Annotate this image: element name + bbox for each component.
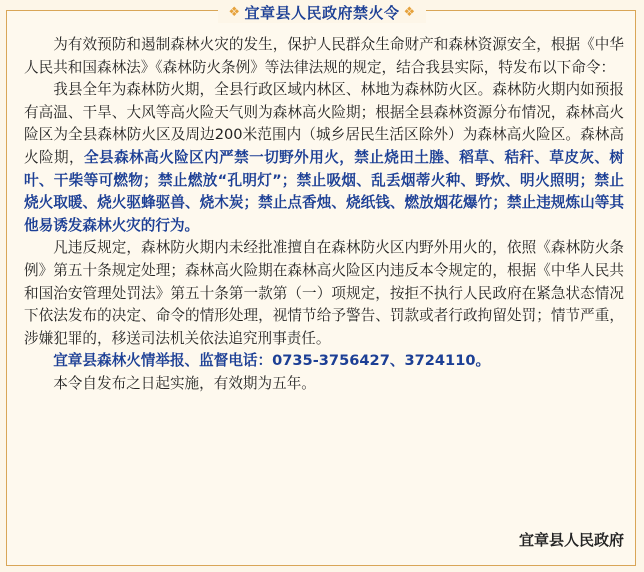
signature: 宜章县人民政府 — [518, 531, 624, 549]
paragraph-effective: 本令自发布之日起实施，有效期为五年。 — [53, 374, 316, 392]
paragraph-fire-period — [24, 79, 624, 237]
paragraph-penalties: 凡违反规定，森林防火期内未经批准擅自在森林防火区内野外用火的，依照《森林防火条例》第五十条规定处理；森林高火险期在森林高火险区内违反本令规定的，根据《中华人民共和国治安管理处罚法》第五十条第一款第（一）项规定，按拒不执行人民政府在紧急状态情况下依法发布的决定、命令的情形处理，视情节给予警告、罚款或者行政拘留处罚；情节严重，涉嫌犯罪的，移送司法机关依法追究刑事责任。 — [24, 239, 624, 347]
title-bar — [0, 0, 644, 24]
ornament-left-icon: ❖ — [228, 4, 241, 20]
page-title: 宜章县人民政府禁火令 — [244, 3, 400, 22]
paragraph-hotline: 宜章县森林火情举报、监督电话：0735-3756427、3724110。 — [53, 352, 491, 370]
prohibitions-highlight: 全县森林高火险区内严禁一切野外用火，禁止烧田土塍、稻草、秸秆、草皮灰、树叶、干柴等可燃物；禁止燃放“孔明灯”；禁止吸烟、乱丢烟蒂火种、野炊、明火照明；禁止烧火取暖、烧火驱蜂驱兽、烧木炭；禁止点香烛、烧纸钱、燃放烟花爆竹；禁止违规炼山等其他易诱发森林火灾的行为。 — [24, 148, 624, 234]
page-title-box — [218, 2, 425, 23]
paragraph-intro: 为有效预防和遏制森林火灾的发生，保护人民群众生命财产和森林资源安全，根据《中华人民共和国森林法》《森林防火条例》等法律法规的规定，结合我县实际，特发布以下命令： — [24, 36, 624, 76]
fire-period-text: 我县全年为森林防火期，全县行政区域内林区、林地为森林防火区。森林防火期内如预报有高温、干旱、大风等高火险天气则为森林高火险期；根据全县森林资源分布情况，森林高火险区为全县森林防火区及周边200米范围内（城乡居民生活区除外）为森林高火险区。森林高火险期， — [24, 81, 624, 166]
ornament-right-icon: ❖ — [403, 4, 416, 20]
document-body — [24, 34, 624, 396]
